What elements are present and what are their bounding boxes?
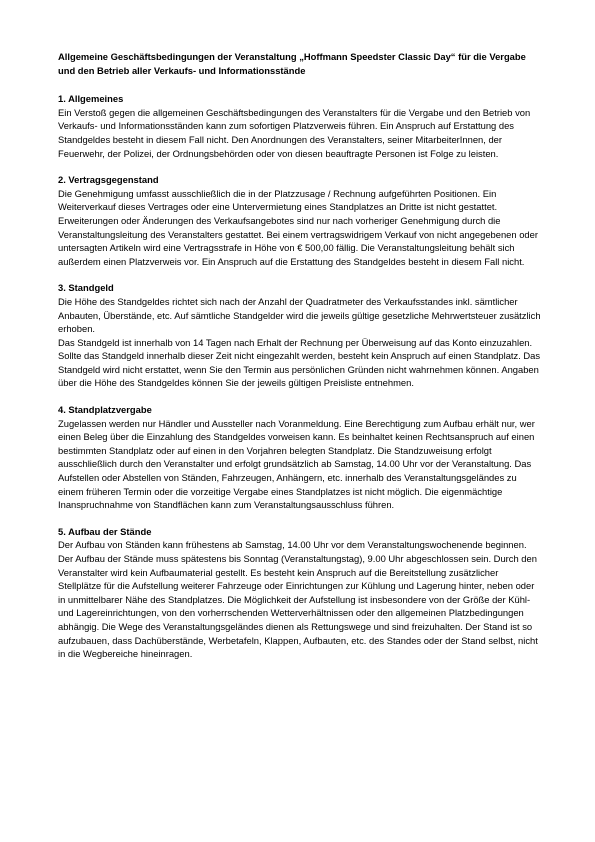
document-title: Allgemeine Geschäftsbedingungen der Veranstaltung „Hoffmann Speedster Classic Day“ für die Vergabe und den Betrieb aller Verkaufs- und Informationsstände <box>58 51 526 76</box>
section-heading: 5. Aufbau der Stände <box>58 525 152 537</box>
section-paragraph: Der Aufbau von Ständen kann frühestens ab Samstag, 14.00 Uhr vor dem Veranstaltungswochenende beginnen. Der Aufbau der Stände muss spätestens bis Sonntag (Veranstaltungstag), 9.00 Uhr abgeschlossen sein. Durch den Veranstalter wird kein Aufbaumaterial gestellt. Es besteht kein Anspruch auf die Bereitstellung zusätzlicher Stellplätze für die Aufstellung weiterer Fahrzeuge oder Einrichtungen zur Kühlung und Lagerung hinter, neben oder in unmittelbarer Nähe des Standplatzes. Die Möglichkeit der Aufstellung ist insbesondere von der Größe der Kühl- und Lagereinrichtungen, von den vorherrschenden Wetterverhältnissen oder den allgemeinen Platzbedingungen abhängig. Die Wege des Veranstaltungsgeländes dienen als Rettungswege und sind freizuhalten. Der Stand ist so aufzubauen, dass Dachüberstände, Werbetafeln, Klappen, Aufbauten, etc. des Standes oder der Stand selbst, nicht in die Wegbereiche hineinragen. <box>58 539 538 660</box>
section-heading: 2. Vertragsgegenstand <box>58 174 159 186</box>
section-vertragsgegenstand <box>58 173 542 268</box>
section-paragraph: Das Standgeld ist innerhalb von 14 Tagen nach Erhalt der Rechnung per Überweisung auf das Konto einzuzahlen. Sollte das Standgeld innerhalb dieser Zeit nicht eingezahlt werden, besteht kein Anspruch auf einen Standplatz. Das Standgeld wird nicht erstattet, wenn Sie den Termin aus persönlichen Gründen nicht wahrnehmen können. Angaben über die Höhe des Standgeldes können Sie der jeweils gültigen Preisliste entnehmen. <box>58 336 541 389</box>
section-paragraph: Zugelassen werden nur Händler und Aussteller nach Voranmeldung. Eine Berechtigung zum Aufbau erhält nur, wer einen Beleg über die Einzahlung des Standgeldes vorweisen kann. Es beinhaltet keinen Rechtsanspruch auf einen bestimmten Standplatz oder auf einen in den Vorjahren belegten Standplatz. Die Standzuweisung erfolgt ausschließlich durch den Veranstalter und erfolgt grundsätzlich ab Samstag, 14.00 Uhr vor der Veranstaltung. Das Aufstellen oder Abstellen von Ständen, Fahrzeugen, Anhängern, etc. innerhalb des Veranstaltungsgeländes zu einem früheren Termin oder die vorzeitige Vergabe eines Standplatzes ist nicht möglich. Die eigenmächtige Inanspruchnahme von Standflächen kann zum Veranstaltungsausschluss führen. <box>58 417 535 511</box>
section-allgemeines <box>58 92 542 160</box>
document-page <box>58 50 542 674</box>
section-standplatzvergabe <box>58 403 542 512</box>
section-paragraph: Ein Verstoß gegen die allgemeinen Geschäftsbedingungen des Veranstalters für die Vergabe und den Betrieb von Verkaufs- und Informationsständen kann zum sofortigen Platzverweis führen. Ein Anspruch auf Erstattung des Standgeldes besteht in diesem Fall nicht. Den Anordnungen des Veranstalters, seiner MitarbeiterInnen, der Feuerwehr, der Polizei, der Ordnungsbehörden oder von diesen beauftragte Personen ist Folge zu leisten. <box>58 106 531 159</box>
section-heading: 3. Standgeld <box>58 282 114 294</box>
section-paragraph: Die Höhe des Standgeldes richtet sich nach der Anzahl der Quadratmeter des Verkaufsstandes inkl. sämtlicher Anbauten, Überstände, etc. Auf sämtliche Standgelder wird die jeweils gültige gesetzliche Mehrwertsteuer zusätzlich erhoben. <box>58 295 541 335</box>
section-aufbau-der-staende <box>58 525 542 661</box>
section-standgeld <box>58 281 542 390</box>
section-paragraph: Die Genehmigung umfasst ausschließlich die in der Platzzusage / Rechnung aufgeführten Positionen. Ein Weiterverkauf dieses Vertrages oder eine Untervermietung eines Standplatzes an Dritte ist nicht gestattet. Erweiterungen oder Änderungen des Verkaufsangebotes sind nur nach vorheriger Genehmigung durch die Veranstaltungsleitung des Veranstalters gestattet. Bei einem vertragswidrigem Verkauf von nicht angegebenen oder untersagten Artikeln wird eine Vertragsstrafe in Höhe von € 500,00 fällig. Die Veranstaltungsleitung behält sich außerdem einen Platzverweis vor. Ein Anspruch auf die Erstattung des Standgeldes besteht in diesem Fall nicht. <box>58 187 538 267</box>
section-heading: 1. Allgemeines <box>58 93 124 105</box>
section-heading: 4. Standplatzvergabe <box>58 404 152 416</box>
